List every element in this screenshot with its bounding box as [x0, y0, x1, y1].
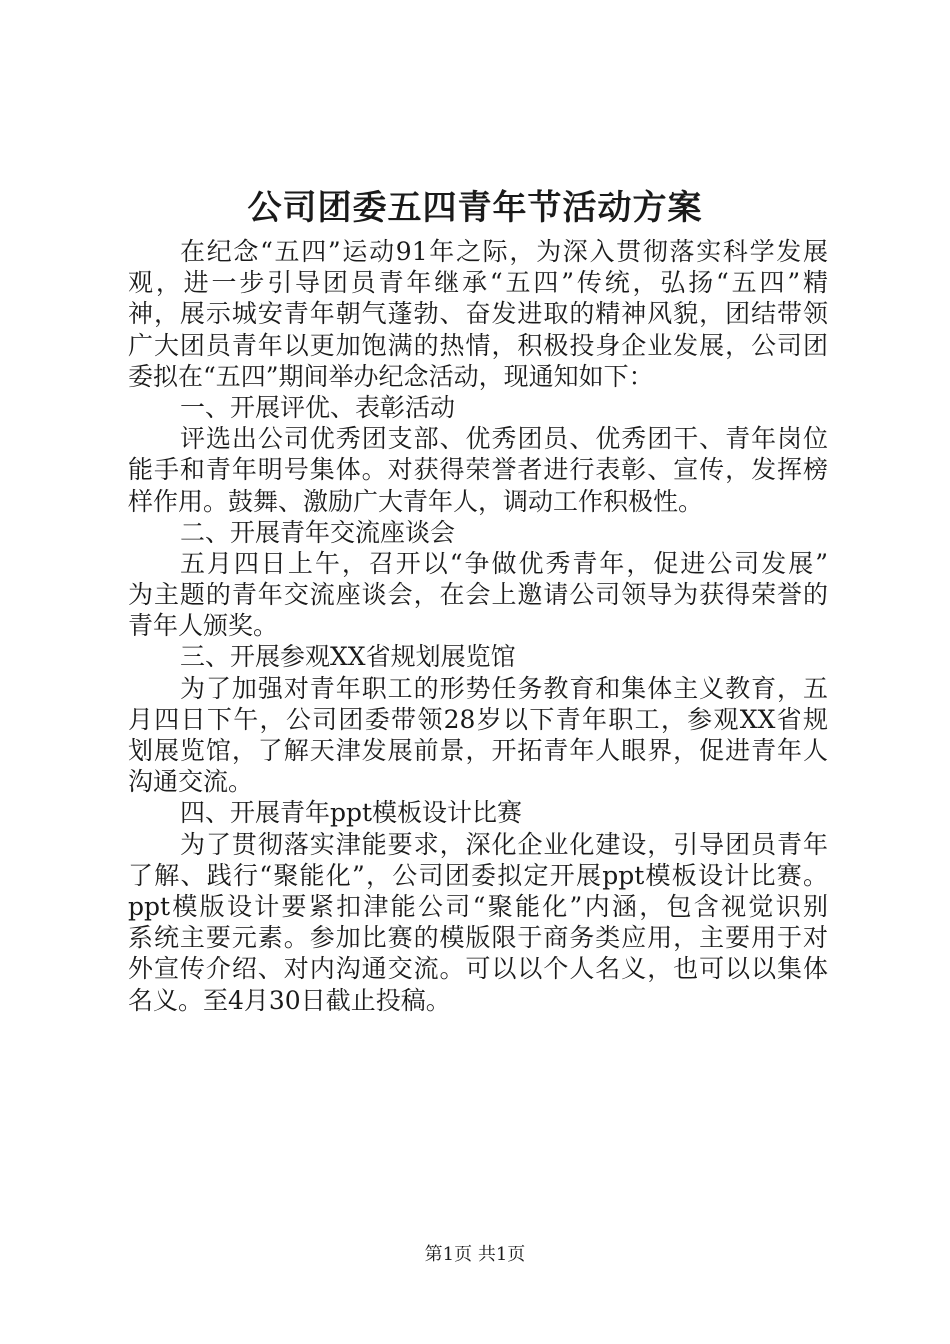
document-title: 公司团委五四青年节活动方案: [247, 188, 703, 228]
paragraph-line: 为了加强对青年职工的形势任务教育和集体主义教育，五: [180, 673, 828, 703]
paragraph-line: 系统主要元素。参加比赛的模版限于商务类应用，主要用于对: [128, 923, 828, 953]
paragraph-line: 月四日下午，公司团委带领28岁以下青年职工，参观XX省规: [128, 704, 828, 734]
paragraph-line: 能手和青年明号集体。对获得荣誉者进行表彰、宣传，发挥榜: [128, 455, 828, 485]
paragraph-line: 神，展示城安青年朝气蓬勃、奋发进取的精神风貌，团结带领: [128, 299, 828, 329]
section-heading: 四、开展青年ppt模板设计比赛: [180, 798, 523, 828]
paragraph-line: 外宣传介绍、对内沟通交流。可以以个人名义，也可以以集体: [128, 954, 828, 984]
section-heading: 二、开展青年交流座谈会: [180, 517, 456, 547]
paragraph-line: 样作用。鼓舞、激励广大青年人，调动工作积极性。: [128, 486, 704, 516]
paragraph-line: 青年人颁奖。: [128, 611, 279, 641]
paragraph-line: ppt模版设计要紧扣津能公司“聚能化”内涵，包含视觉识别: [128, 891, 828, 921]
paragraph-line: 了解、践行“聚能化”，公司团委拟定开展ppt模板设计比赛。: [128, 860, 828, 890]
paragraph-line: 观，进一步引导团员青年继承“五四”传统，弘扬“五四”精: [128, 268, 828, 298]
paragraph-line: 划展览馆，了解天津发展前景，开拓青年人眼界，促进青年人: [128, 736, 828, 765]
document-body: [128, 236, 828, 1016]
paragraph-line: 五月四日上午，召开以“争做优秀青年，促进公司发展”: [180, 548, 828, 578]
paragraph-line: 委拟在“五四”期间举办纪念活动，现通知如下：: [128, 361, 654, 391]
paragraph-line: 在纪念“五四”运动91年之际，为深入贯彻落实科学发展: [180, 237, 828, 266]
page-footer: [0, 1242, 950, 1268]
paragraph-line: 为了贯彻落实津能要求，深化企业化建设，引导团员青年: [180, 829, 828, 859]
section-heading: 一、开展评优、表彰活动: [180, 392, 456, 422]
paragraph-line: 广大团员青年以更加饱满的热情，积极投身企业发展，公司团: [128, 330, 828, 360]
paragraph-line: 名义。至4月30日截止投稿。: [128, 985, 451, 1015]
section-heading: 三、开展参观XX省规划展览馆: [180, 642, 516, 672]
paragraph-line: 为主题的青年交流座谈会，在会上邀请公司领导为获得荣誉的: [128, 580, 828, 610]
paragraph-line: 沟通交流。: [128, 767, 254, 797]
page-number: 第1页 共1页: [424, 1244, 526, 1265]
paragraph-line: 评选出公司优秀团支部、优秀团员、优秀团干、青年岗位: [180, 424, 828, 454]
